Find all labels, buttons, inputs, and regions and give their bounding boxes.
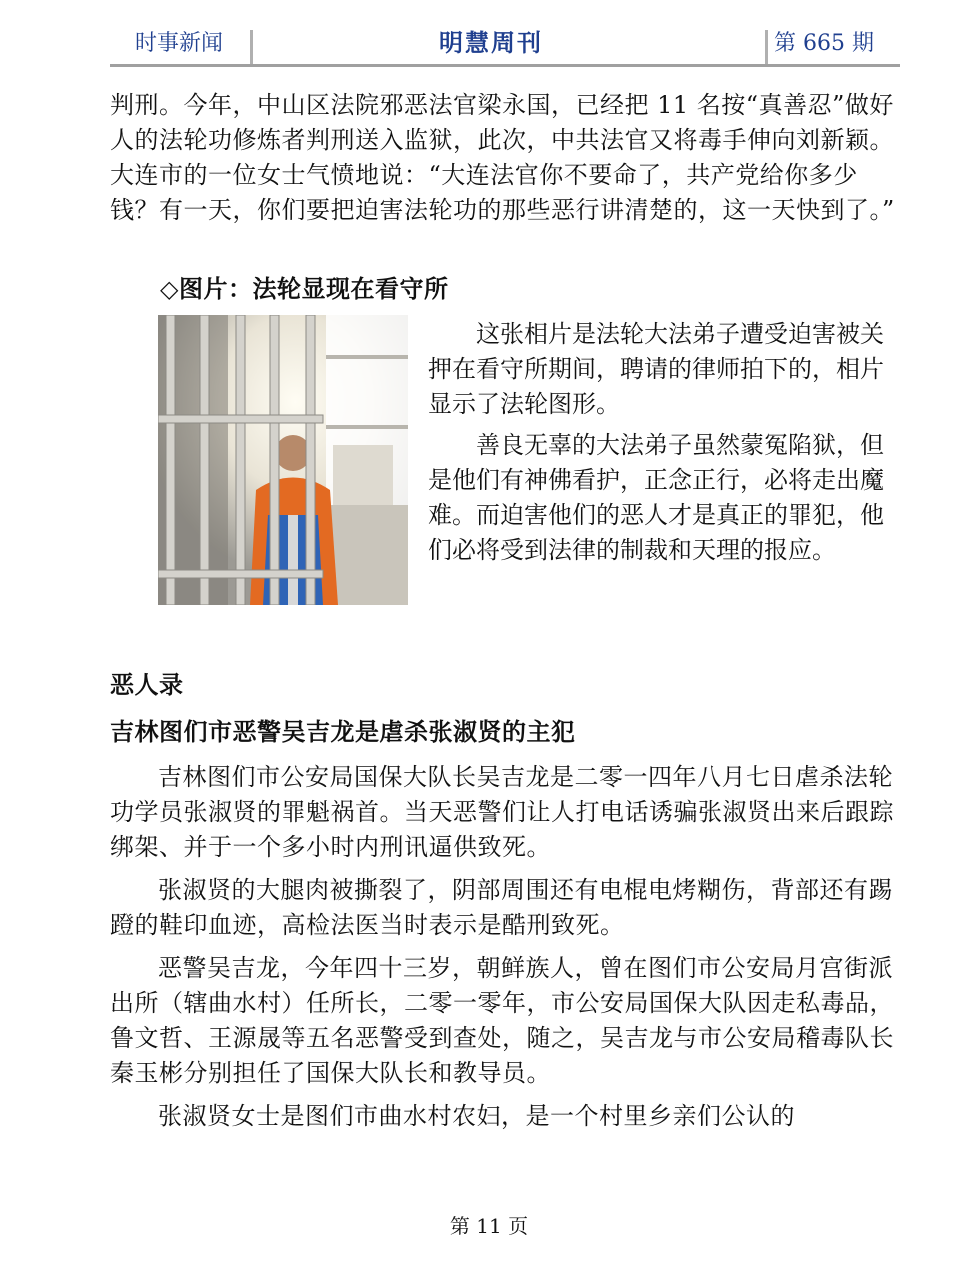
caption-paragraph: 善良无辜的大法弟子虽然蒙冤陷狱，但是他们有神佛看护，正念正行，必将走出魔难。而迫害他们的恶人才是真正的罪犯，他们必将受到法律的制裁和天理的报应。 [428,431,884,564]
article-paragraph: 张淑贤女士是图们市曲水村农妇，是一个村里乡亲们公认的 [158,1102,795,1130]
page-number: 第 11 页 [449,1214,529,1238]
picture-caption [428,317,898,568]
header-divider [250,30,253,64]
header-issue-number: 第 665 期 [774,31,874,56]
evil-record-block [110,668,900,1134]
caption-paragraph: 这张相片是法轮大法弟子遭受迫害被关押在看守所期间，聘请的律师拍下的，相片显示了法轮图形。 [428,320,884,418]
article-paragraph: 恶警吴吉龙，今年四十三岁，朝鲜族人，曾在图们市公安局月宫街派出所（辖曲水村）任所长，二零一零年，市公安局国保大队因走私毒品，鲁文哲、王源晟等五名恶警受到查处，随之，吴吉龙与市公安局稽毒队长秦玉彬分别担任了国保大队长和教导员。 [110,954,894,1087]
intro-block [110,88,900,228]
header-publication-title: 明慧周刊 [439,29,543,57]
header-rule [110,64,900,67]
picture-section-heading: ◇图片：法轮显现在看守所 [160,275,449,303]
article-paragraph: 吉林图们市公安局国保大队长吴吉龙是二零一四年八月七日虐杀法轮功学员张淑贤的罪魁祸首。当天恶警们让人打电话诱骗张淑贤出来后跟踪绑架、并于一个多小时内刑讯逼供致死。 [110,763,894,861]
intro-paragraph: 判刑。今年，中山区法院邪恶法官梁永国，已经把 11 名按“真善忍”做好人的法轮功修炼者判刑送入监狱，此次，中共法官又将毒手伸向刘新颖。大连市的一位女士气愤地说：“大连法官你不要命了，共产党给你多少钱？有一天，你们要把迫害法轮功的那些恶行讲清楚的，这一天快到了。” [110,91,895,224]
detention-cell-photo [158,315,408,605]
section-title: 恶人录 [110,671,184,699]
picture-heading-block [160,272,900,307]
article-title: 吉林图们市恶警吴吉龙是虐杀张淑贤的主犯 [110,718,576,746]
page-header [110,28,900,66]
article-paragraph: 张淑贤的大腿肉被撕裂了，阴部周围还有电棍电烤糊伤，背部还有踢蹬的鞋印血迹，高检法医当时表示是酷刑致死。 [110,876,893,939]
header-section-label: 时事新闻 [134,31,223,56]
